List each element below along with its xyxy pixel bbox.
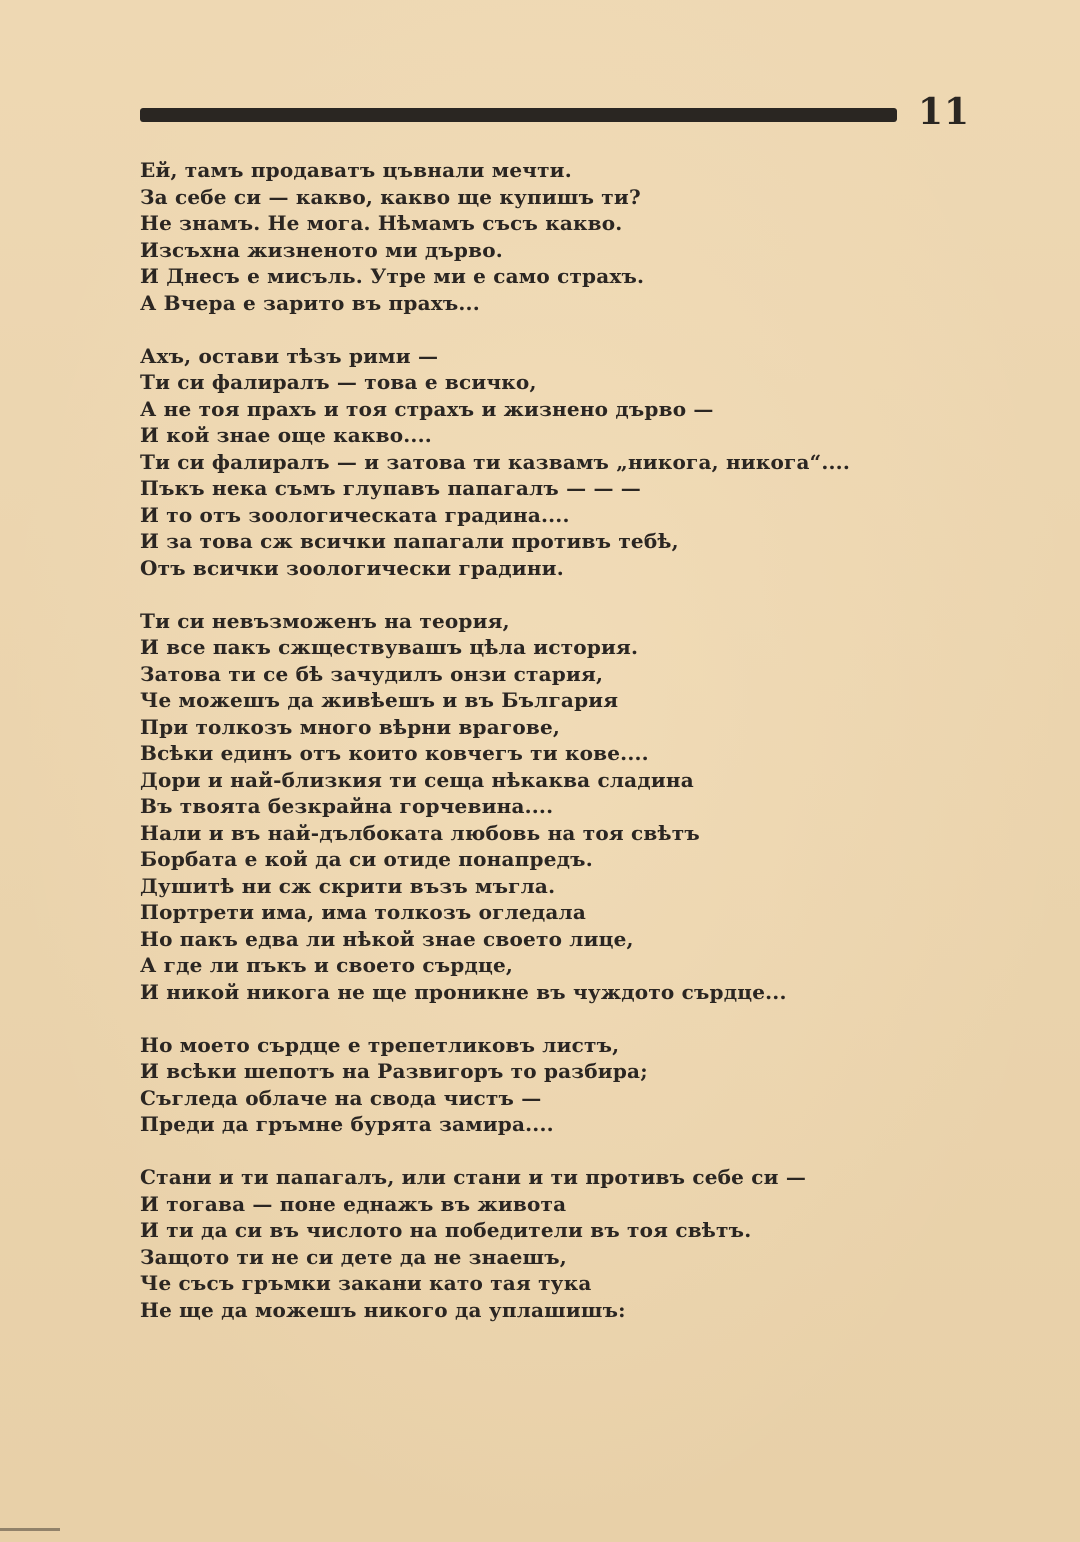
poem-line: При толкозъ много вѣрни врагове, bbox=[140, 714, 561, 739]
stanza-4 bbox=[140, 1032, 1020, 1138]
poem-line: И все пакъ сжществувашъ цѣла история. bbox=[140, 635, 639, 659]
poem-body bbox=[140, 157, 1020, 1350]
poem-line: Че съсъ гръмки закани като тая тука bbox=[140, 1271, 592, 1295]
poem-line: И за това сж всички папагали противъ тебѣ, bbox=[140, 529, 679, 553]
poem-line: Ти си фалиралъ — това е всичко, bbox=[140, 370, 537, 394]
stanza-1 bbox=[140, 157, 1020, 316]
page-number: 11 bbox=[918, 91, 971, 133]
poem-line: Ахъ, остави тѣзъ рими — bbox=[140, 343, 439, 368]
poem-line: А не тоя прахъ и тоя страхъ и жизнено дърво — bbox=[140, 396, 714, 421]
poem-line: Затова ти се бѣ зачудилъ онзи стария, bbox=[140, 661, 604, 686]
poem-line: Стани и ти папагалъ, или стани и ти противъ себе си — bbox=[140, 1165, 807, 1189]
header-rule bbox=[140, 108, 897, 122]
poem-line: И тогава — поне еднажъ въ живота bbox=[140, 1191, 567, 1216]
poem-line: Изсъхна жизненото ми дърво. bbox=[140, 237, 503, 262]
poem-line: Не ще да можешъ никого да уплашишъ: bbox=[140, 1297, 626, 1322]
poem-line: Че можешъ да живѣешъ и въ България bbox=[140, 688, 619, 712]
poem-line: Ей, тамъ продаватъ цъвнали мечти. bbox=[140, 158, 572, 182]
poem-line: Но моето сърдце е трепетликовъ листъ, bbox=[140, 1032, 620, 1057]
stanza-2 bbox=[140, 343, 1020, 582]
poem-line: За себе си — какво, какво ще купишъ ти? bbox=[140, 184, 641, 209]
poem-line: Всѣки единъ отъ които ковчегъ ти кове.... bbox=[140, 741, 649, 765]
poem-line: Дори и най-близкия ти сеща нѣкаква сладина bbox=[140, 767, 694, 792]
poem-line: Отъ всички зоологически градини. bbox=[140, 555, 564, 580]
poem-line: Защото ти не си дете да не знаешъ, bbox=[140, 1244, 567, 1269]
poem-line: И никой никога не ще проникне въ чуждото сърдце... bbox=[140, 979, 787, 1004]
poem-line: И кой знае още какво.... bbox=[140, 423, 432, 447]
poem-line: И ти да си въ числото на победители въ тоя свѣтъ. bbox=[140, 1218, 752, 1242]
poem-line: Преди да гръмне бурята замира.... bbox=[140, 1112, 554, 1136]
poem-line: Нали и въ най-дълбоката любовь на тоя свѣтъ bbox=[140, 820, 700, 845]
poem-line: Но пакъ едва ли нѣкой знае своето лице, bbox=[140, 926, 634, 951]
poem-line: Ти си фалиралъ — и затова ти казвамъ „никога, никога“.... bbox=[140, 449, 850, 474]
poem-line: А Вчера е зарито въ прахъ... bbox=[140, 290, 480, 315]
poem-line: Пъкъ нека съмъ глупавъ папагалъ — — — bbox=[140, 476, 642, 500]
page-edge-mark bbox=[0, 1528, 60, 1531]
stanza-3 bbox=[140, 608, 1020, 1006]
poem-line: Борбата е кой да си отиде понапредъ. bbox=[140, 847, 593, 871]
poem-line: Ти си невъзможенъ на теория, bbox=[140, 608, 510, 633]
poem-line: И всѣки шепотъ на Развигоръ то разбира; bbox=[140, 1059, 648, 1083]
poem-line: Съглeда облаче на свода чистъ — bbox=[140, 1085, 542, 1110]
poem-line: Не знамъ. Не мога. Нѣмамъ съсъ какво. bbox=[140, 211, 623, 235]
poem-line: Въ твоята безкрайна горчевина.... bbox=[140, 794, 554, 818]
poem-line: А где ли пъкъ и своето сърдце, bbox=[140, 953, 514, 977]
poem-line: Душитѣ ни сж скрити възъ мъгла. bbox=[140, 873, 556, 898]
poem-line: И Днесъ е мисъль. Утре ми е само страхъ. bbox=[140, 264, 645, 288]
poem-line: И то отъ зоологическата градина.... bbox=[140, 502, 570, 527]
stanza-5 bbox=[140, 1164, 1020, 1323]
poem-line: Портрети има, има толкозъ огледала bbox=[140, 900, 586, 924]
